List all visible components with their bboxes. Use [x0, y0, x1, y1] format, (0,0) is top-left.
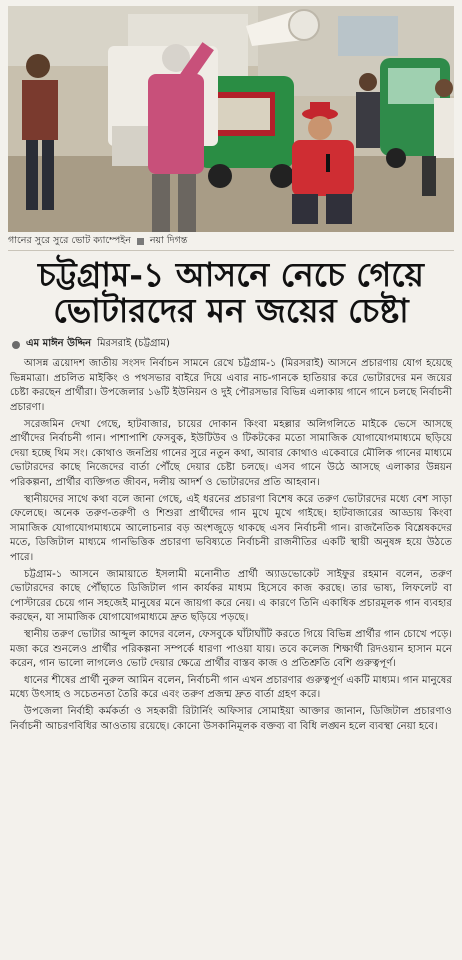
campaign-photo-illustration — [8, 6, 454, 232]
article-paragraph: স্থানীয় তরুণ ভোটার আব্দুল কাদের বলেন, ফেসবুকে ঘাঁটাঘাঁটি করতে গিয়ে বিভিন্ন প্রার্থীর গান চোখে পড়ে। মজা করে শুনলেও প্রার্থীর পরিকল্পনা সম্পর্কে ধারণা পাওয়া যায়। তবে কলেজ শিক্ষার্থী রিদওয়ান হাসান মনে করেন, গান ভালো লাগলেও ভোট দেয়ার ক্ষেত্রে প্রার্থীর বাস্তব কাজ ও প্রতিশ্রুতি বেশি গুরুত্বপূর্ণ। — [10, 628, 452, 670]
byline — [12, 336, 454, 353]
photo-credit: নয়া দিগন্ত — [149, 234, 188, 246]
square-bullet-icon — [137, 238, 144, 245]
article-body — [10, 357, 452, 734]
circle-bullet-icon — [12, 341, 20, 349]
article-paragraph: ধানের শীষের প্রার্থী নুরুল আমিন বলেন, নির্বাচনী গান এখন প্রচারণার গুরুত্বপূর্ণ একটি মাধ্যম। গান মানুষের মধ্যে উৎসাহ ও সচেতনতা তৈরি করে এবং তরুণ প্রজন্ম দ্রুত বার্তা গ্রহণ করে। — [10, 674, 452, 701]
headline-line-2: ভোটারদের মন জয়ের চেষ্টা — [53, 290, 409, 330]
byline-location: মিরসরাই (চট্টগ্রাম) — [97, 338, 170, 350]
byline-author: এম মাঈন উদ্দিন — [26, 338, 92, 350]
headline-line-1: চট্টগ্রাম-১ আসনে নেচে গেয়ে — [38, 255, 424, 294]
article-paragraph: আসন্ন ত্রয়োদশ জাতীয় সংসদ নির্বাচন সামনে রেখে চট্টগ্রাম-১ (মিরসরাই) আসনে প্রচারণায় যোগ হয়েছে ভিন্নমাত্রা। প্রচলিত মাইকিং ও পথসভার বাইরে দিয়ে এবার নাচ-গানকে হাতিয়ার করে ভোটারদের মন জয়ের চেষ্টা করছেন প্রার্থীরা। উপজেলার ১৬টি ইউনিয়ন ও দুই পৌরসভার বিভিন্ন এলাকায় গানে গানে চলছে নির্বাচনী প্রচারণা। — [10, 358, 452, 414]
article-paragraph: স্থানীয়দের সাথে কথা বলে জানা গেছে, এই ধরনের প্রচারণা বিশেষ করে তরুণ ভোটারদের মধ্যে বেশ সাড়া ফেলেছে। অনেক তরুণ-তরুণী ও শিশুরা প্রার্থীদের গান মুখে মুখে গাইছে। হাটবাজারের আড্ডায় কিংবা সামাজিক যোগাযোগমাধ্যমে আলোচনার বড় অংশজুড়ে থাকছে এসব নির্বাচনী গান। রাজনৈতিক বিশ্লেষকদের মতে, ডিজিটাল মাধ্যমে গানভিত্তিক প্রচারণা ভবিষ্যতে নির্বাচনী রাজনীতির একটি স্থায়ী অনুষঙ্গ হয়ে উঠতে পারে। — [10, 493, 452, 563]
article-paragraph: চট্টগ্রাম-১ আসনে জামায়াতে ইসলামী মনোনীত প্রার্থী অ্যাডভোকেট সাইফুর রহমান বলেন, তরুণ ভোটারদের কাছে পৌঁছাতে ডিজিটাল গান কার্যকর মাধ্যম হিসেবে কাজ করছে। তার ভাষ্য, লিফলেট বা পোস্টারের চেয়ে গান সহজেই মানুষের মনে জায়গা করে নেয়। এ কারণে তিনি একাধিক প্রচারমূলক গান ব্যবহার করছেন, যা সামাজিক যোগাযোগমাধ্যমে দ্রুত ছড়িয়ে পড়ছে। — [10, 568, 452, 624]
article-paragraph: উপজেলা নির্বাহী কর্মকর্তা ও সহকারী রিটার্নিং অফিসার সোমাইয়া আক্তার জানান, ডিজিটাল প্রচারণাও নির্বাচনী আচরণবিধির আওতায় রয়েছে। কোনো উসকানিমূলক বক্তব্য বা বিধি লঙ্ঘন হলে ব্যবস্থা নেয়া হবে। — [10, 705, 452, 732]
photo-caption-text: গানের সুরে সুরে ভোট ক্যাম্পেইন — [8, 234, 131, 246]
campaign-photo — [8, 6, 454, 232]
photo-caption — [8, 232, 454, 251]
headline — [12, 257, 450, 328]
article-paragraph: সরেজমিন দেখা গেছে, হাটবাজার, চায়ের দোকান কিংবা মহল্লার অলিগলিতে মাইকে ভেসে আসছে প্রার্থীদের নির্বাচনী গান। পাশাপাশি ফেসবুক, ইউটিউব ও টিকটকের মতো সামাজিক যোগাযোগমাধ্যমে ছড়িয়ে দেয়া হচ্ছে থিম সং। কোথাও জনপ্রিয় গানের সুরে নতুন কথা, আবার কোথাও একেবারে মৌলিক গানের মাধ্যমে ভোটারদের কাছে নিজেদের বার্তা পৌঁছে দেয়ার চেষ্টা চলছে। এসব গানে উঠে আসছে এলাকার উন্নয়ন পরিকল্পনা, প্রার্থীর ব্যক্তিগত জীবন, দলীয় আদর্শ ও ভোটারদের প্রতি আহবান। — [10, 418, 452, 488]
